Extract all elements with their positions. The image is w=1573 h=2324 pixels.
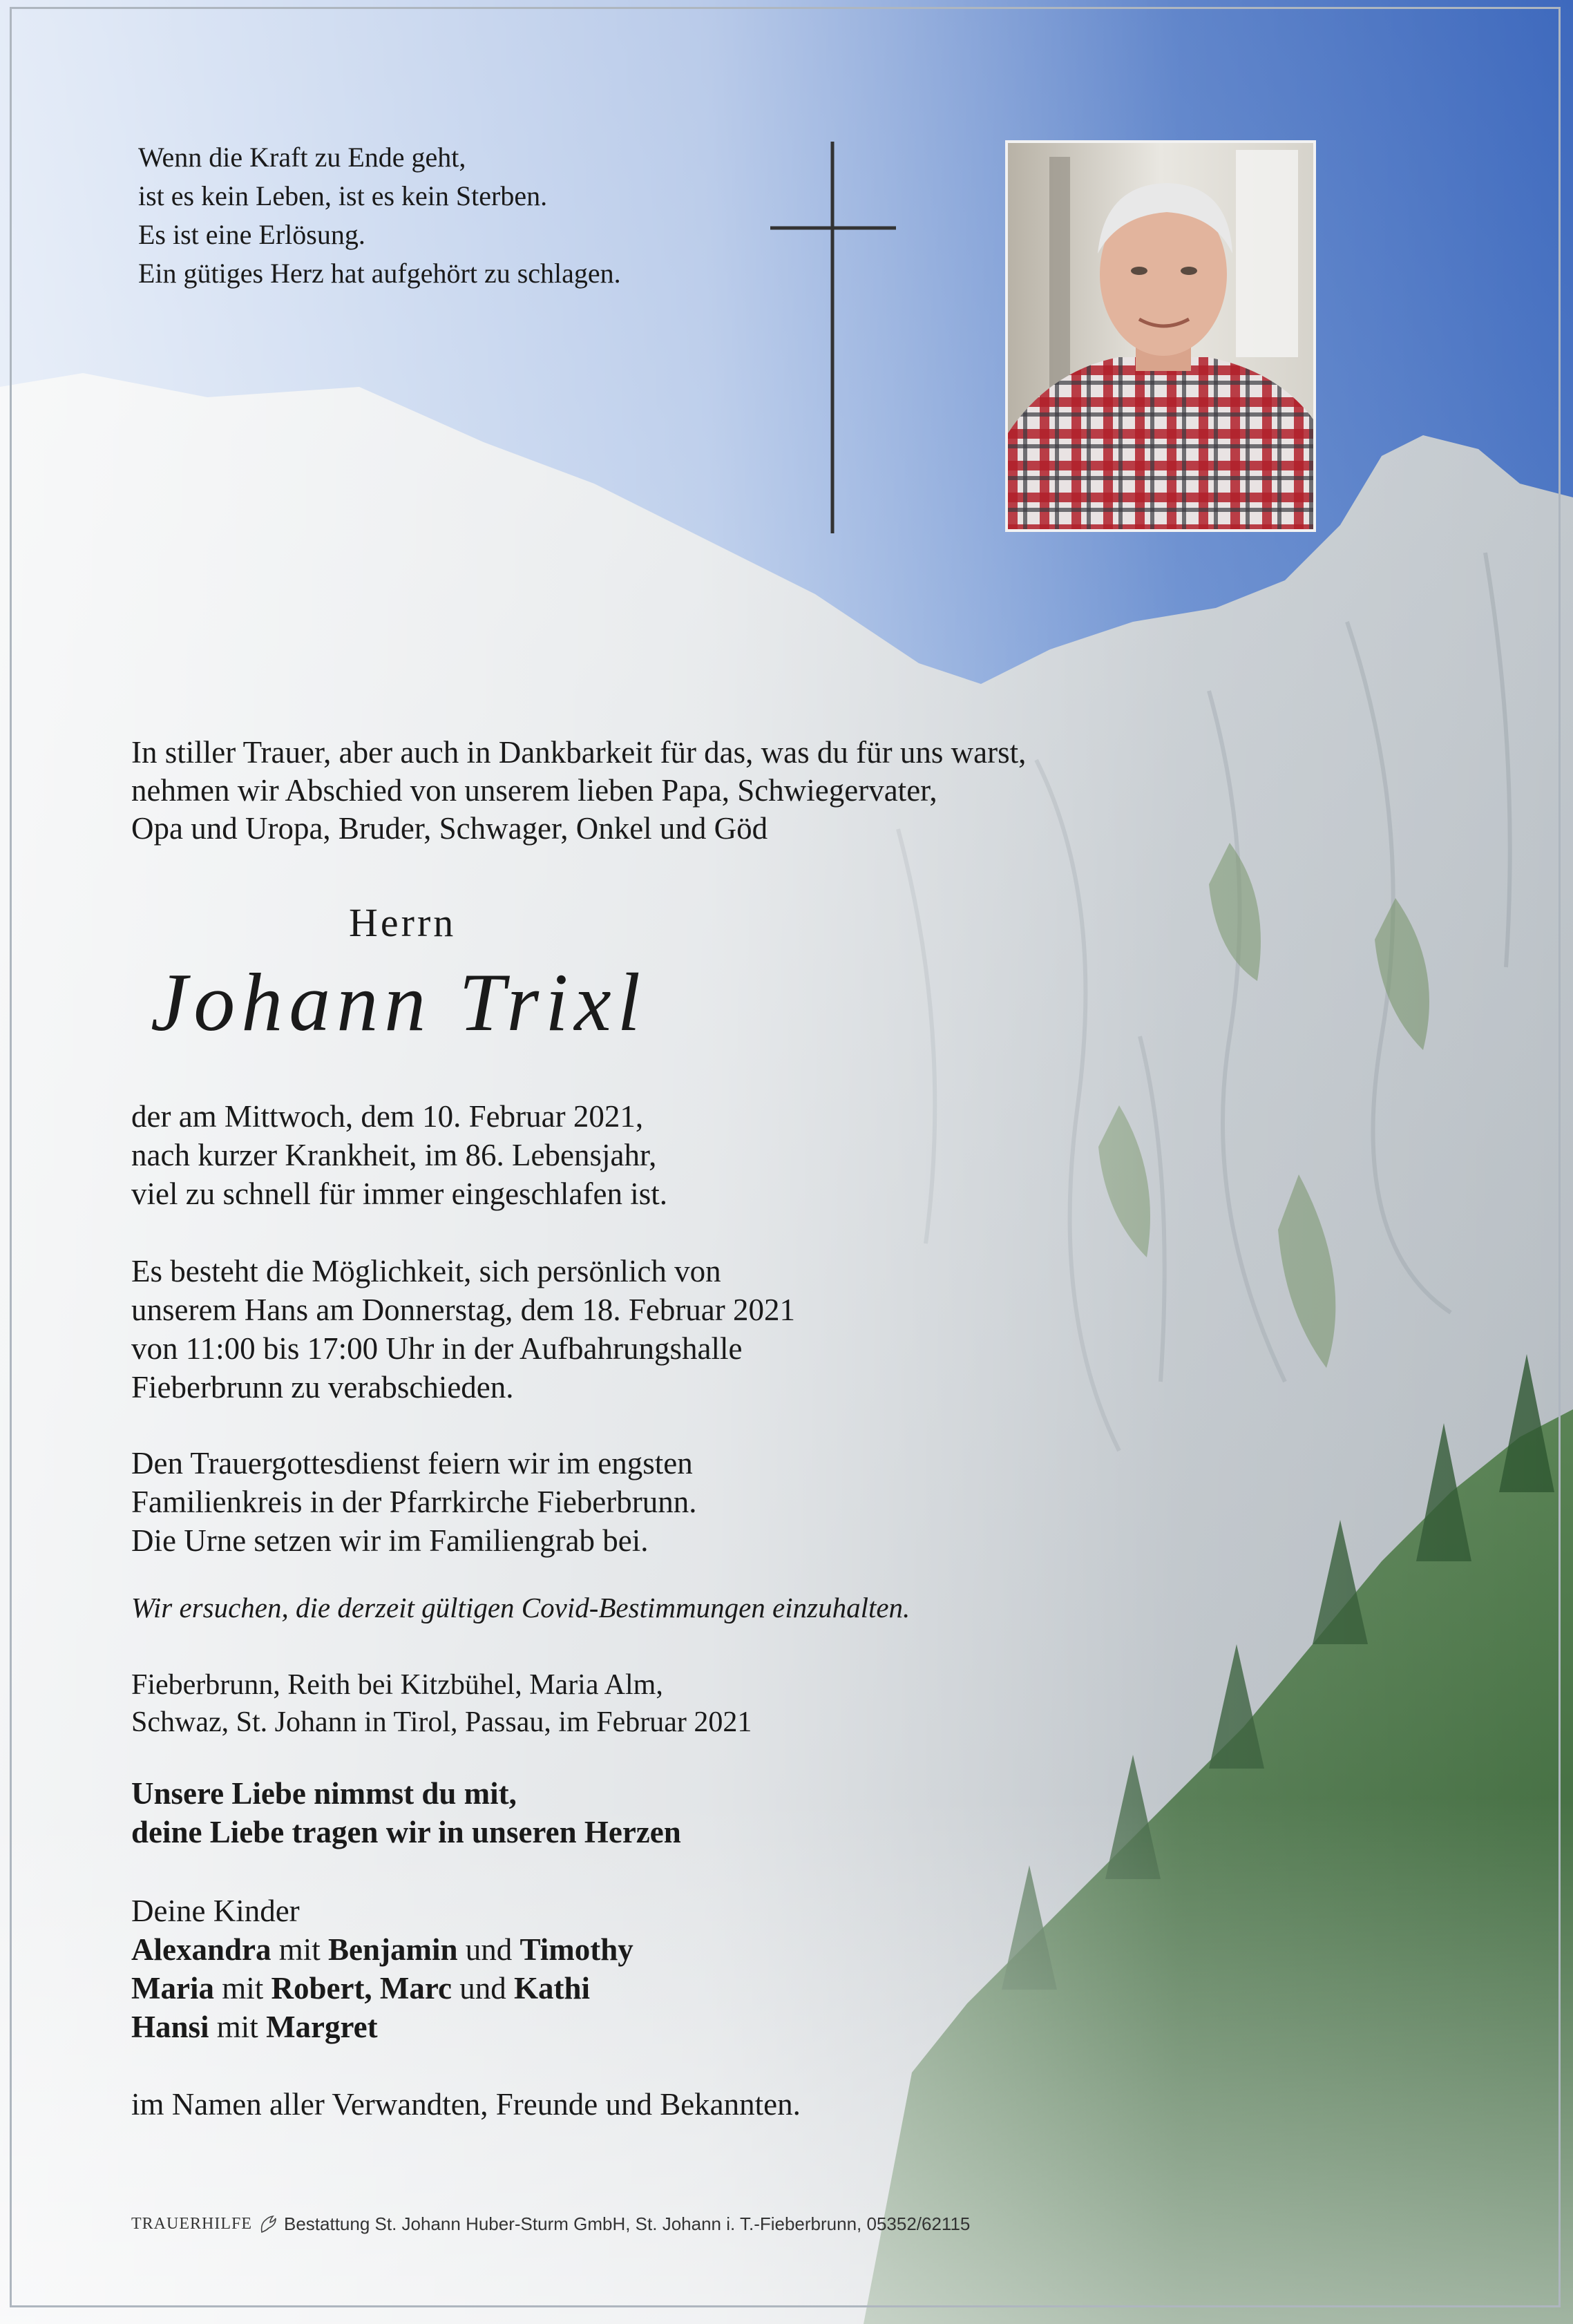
family-member: Timothy [519, 1932, 633, 1967]
family-member: Kathi [514, 1971, 591, 2006]
footer [131, 2213, 970, 2235]
family-member: Hansi [131, 2010, 209, 2044]
viewing-line: Fieberbrunn zu verabschieden. [131, 1370, 514, 1404]
connector-text: und [457, 1932, 520, 1967]
deceased-name: Johann Trixl [151, 956, 647, 1048]
intro-text [131, 734, 1026, 848]
family-row [131, 1930, 801, 1969]
poem-line: ist es kein Leben, ist es kein Sterben. [138, 180, 548, 211]
death-notice-line: viel zu schnell für immer eingeschlafen ist. [131, 1177, 667, 1211]
death-notice-line: nach kurzer Krankheit, im 86. Lebensjahr, [131, 1138, 657, 1172]
closing-line: deine Liebe tragen wir in unseren Herzen [131, 1815, 681, 1849]
connector-text: und [452, 1971, 515, 2006]
spacer [131, 2046, 801, 2085]
viewing-line: unserem Hans am Donnerstag, dem 18. Februar 2021 [131, 1293, 796, 1327]
viewing-line: Es besteht die Möglichkeit, sich persönlich von [131, 1254, 721, 1288]
place-date [131, 1666, 752, 1741]
family-list [131, 1892, 801, 2124]
closing-line: Unsere Liebe nimmst du mit, [131, 1776, 517, 1811]
place-line: Fieberbrunn, Reith bei Kitzbühel, Maria Alm, [131, 1669, 663, 1701]
family-member: Benjamin [328, 1932, 458, 1967]
dove-icon [259, 2214, 277, 2235]
closing-words [131, 1774, 681, 1851]
viewing-notice [131, 1252, 795, 1407]
death-notice [131, 1097, 667, 1213]
connector-text: mit [213, 1971, 271, 2006]
footer-brand: TRAUERHILFE [131, 2215, 252, 2233]
family-member: Robert, Marc [271, 1971, 452, 2006]
portrait-image [1008, 143, 1313, 529]
service-line: Familienkreis in der Pfarrkirche Fieberbrunn. [131, 1485, 697, 1519]
connector-text: mit [271, 1932, 329, 1967]
intro-line: nehmen wir Abschied von unserem lieben Papa, Schwiegervater, [131, 773, 937, 808]
family-member: Alexandra [131, 1932, 271, 1967]
poem-line: Ein gütiges Herz hat aufgehört zu schlagen. [138, 258, 621, 289]
death-notice-line: der am Mittwoch, dem 10. Februar 2021, [131, 1099, 644, 1134]
viewing-line: von 11:00 bis 17:00 Uhr in der Aufbahrungshalle [131, 1331, 743, 1366]
service-line: Den Trauergottesdienst feiern wir im engsten [131, 1446, 693, 1480]
family-member: Maria [131, 1971, 214, 2006]
service-notice [131, 1444, 697, 1560]
service-line: Die Urne setzen wir im Familiengrab bei. [131, 1523, 649, 1558]
covid-notice: Wir ersuchen, die derzeit gültigen Covid-Bestimmungen einzuhalten. [131, 1592, 911, 1623]
family-heading: Deine Kinder [131, 1894, 300, 1928]
family-member: Margret [266, 2010, 378, 2044]
intro-line: Opa und Uropa, Bruder, Schwager, Onkel und Göd [131, 811, 768, 846]
cross-icon [0, 0, 1573, 553]
poem-line: Wenn die Kraft zu Ende geht, [138, 142, 466, 173]
family-row [131, 2008, 801, 2046]
relatives-line: im Namen aller Verwandten, Freunde und Bekannten. [131, 2087, 801, 2122]
intro-line: In stiller Trauer, aber auch in Dankbarkeit für das, was du für uns warst, [131, 735, 1027, 770]
place-line: Schwaz, St. Johann in Tirol, Passau, im Februar 2021 [131, 1706, 752, 1738]
footer-company: Bestattung St. Johann Huber-Sturm GmbH, St. Johann i. T.-Fieberbrunn, 05352/62115 [284, 2213, 971, 2234]
connector-text: mit [209, 2010, 267, 2044]
poem-line: Es ist eine Erlösung. [138, 219, 365, 250]
portrait-photo [1005, 140, 1316, 532]
family-row [131, 1969, 801, 2008]
salutation: Herrn [349, 900, 457, 945]
